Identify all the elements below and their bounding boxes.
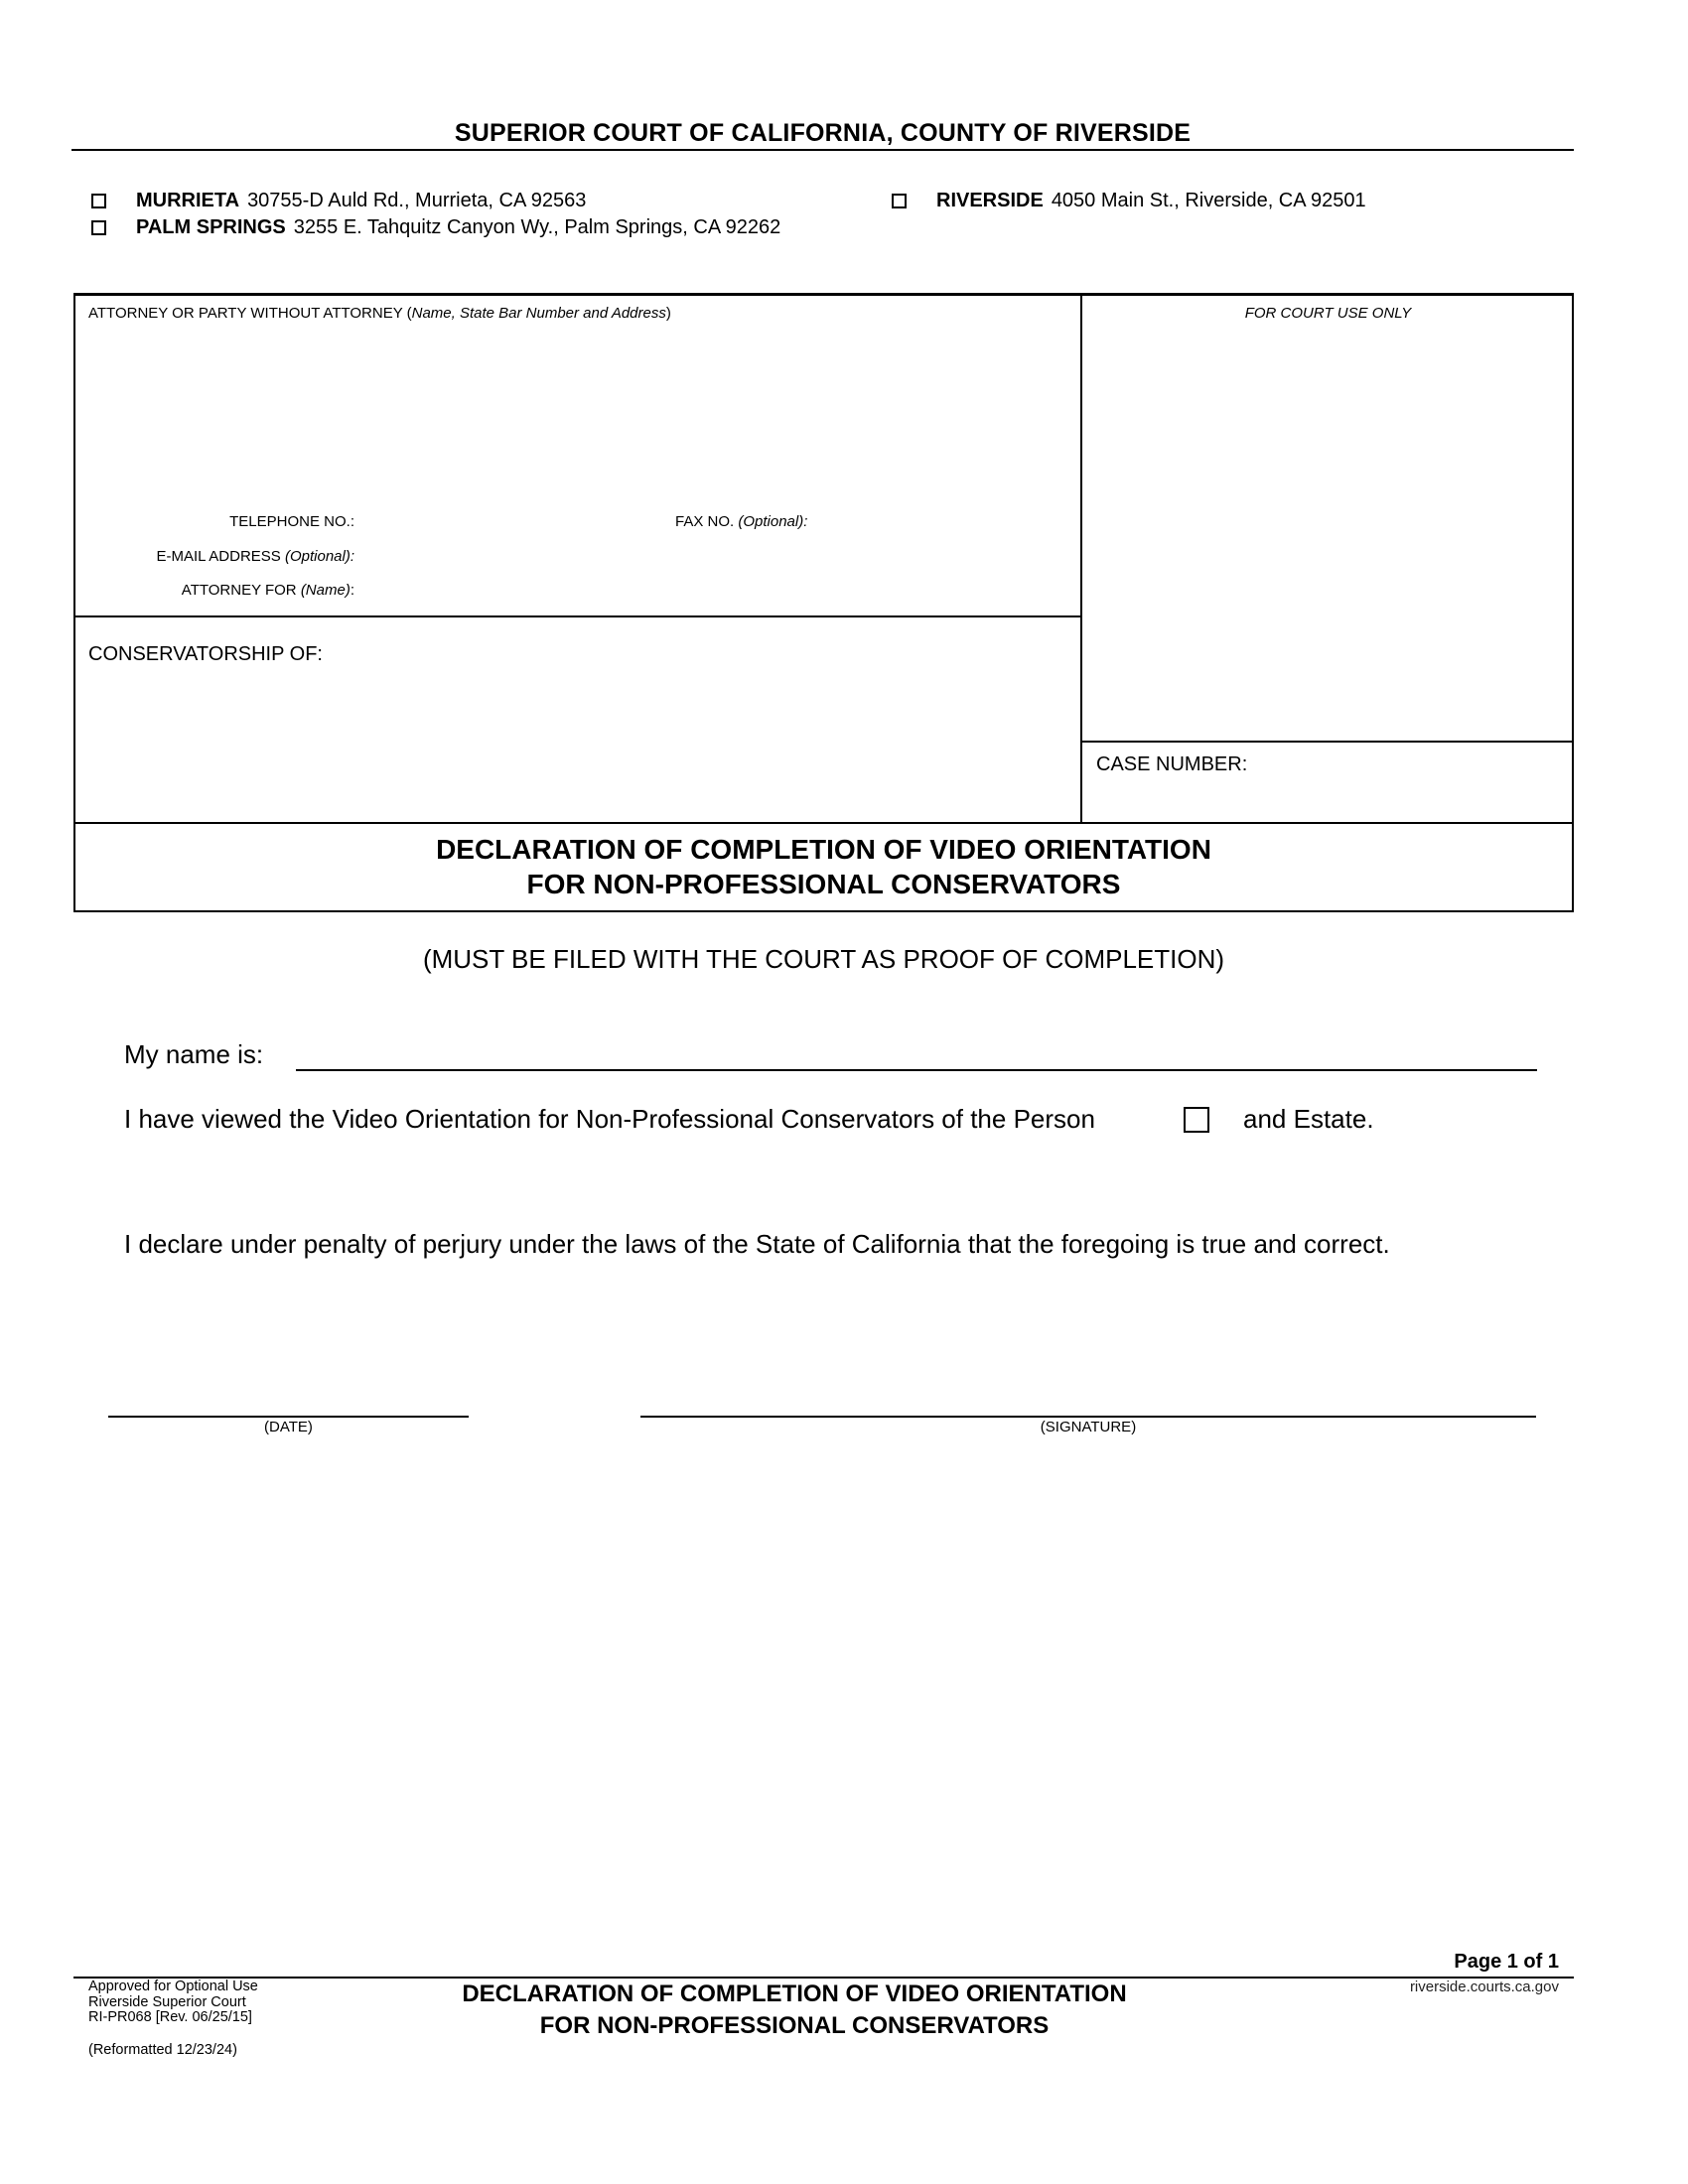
estate-label: and Estate. — [1243, 1104, 1374, 1134]
location-name: MURRIETA — [136, 190, 240, 211]
palm-springs-checkbox[interactable] — [91, 220, 106, 235]
signature-field[interactable] — [640, 1375, 1536, 1415]
case-number-rule — [1080, 741, 1574, 743]
attorney-label: ATTORNEY OR PARTY WITHOUT ATTORNEY (Name, State Bar Number and Address) — [88, 305, 671, 322]
form-title: DECLARATION OF COMPLETION OF VIDEO ORIENTATION FOR NON-PROFESSIONAL CONSERVATORS — [436, 834, 1211, 899]
court-use-label: FOR COURT USE ONLY — [1244, 305, 1412, 322]
signature-line — [640, 1416, 1536, 1418]
location-address: 3255 E. Tahquitz Canyon Wy., Palm Springs, CA 92262 — [293, 216, 781, 238]
location-name: RIVERSIDE — [936, 190, 1044, 211]
conservatorship-label: CONSERVATORSHIP OF: — [88, 643, 323, 665]
date-field[interactable] — [108, 1375, 469, 1415]
case-number-label: CASE NUMBER: — [1096, 753, 1248, 775]
riverside-checkbox[interactable] — [892, 194, 907, 208]
signature-label: (SIGNATURE) — [1040, 1419, 1137, 1435]
email-field[interactable] — [359, 543, 1055, 567]
conservatorship-field[interactable] — [88, 673, 1061, 812]
header-rule — [71, 149, 1574, 151]
title-section-rule — [73, 822, 1574, 824]
fax-field[interactable] — [829, 508, 1067, 532]
footer-website[interactable]: riverside.courts.ca.gov — [1409, 1979, 1559, 1995]
name-line — [296, 1069, 1537, 1071]
footer-approval: Approved for Optional Use Riverside Superior Court RI-PR068 [Rev. 06/25/15] — [88, 1979, 258, 2025]
location-palm-springs[interactable] — [91, 216, 780, 239]
page-number: Page 1 of 1 — [1454, 1951, 1559, 1973]
attorney-section-rule — [73, 615, 1081, 617]
location-address: 4050 Main St., Riverside, CA 92501 — [1051, 190, 1366, 211]
name-field[interactable] — [298, 1032, 1534, 1066]
murrieta-checkbox[interactable] — [91, 194, 106, 208]
location-murrieta[interactable] — [91, 190, 586, 212]
telephone-label: TELEPHONE NO.: — [229, 513, 354, 530]
name-label: My name is: — [124, 1039, 264, 1069]
caption-top-rule — [73, 293, 1574, 296]
footer-reformatted: (Reformatted 12/23/24) — [88, 2042, 237, 2058]
email-label: E-MAIL ADDRESS (Optional): — [156, 548, 354, 565]
court-title: SUPERIOR COURT OF CALIFORNIA, COUNTY OF RIVERSIDE — [454, 119, 1192, 147]
case-number-field[interactable] — [1096, 781, 1563, 811]
date-label: (DATE) — [264, 1419, 313, 1435]
telephone-field[interactable] — [359, 508, 657, 532]
perjury-declaration: I declare under penalty of perjury under the laws of the State of California that the foregoing is true and correct. — [124, 1229, 1390, 1259]
attorney-name-address-field[interactable] — [88, 330, 1061, 498]
filing-note: (MUST BE FILED WITH THE COURT AS PROOF OF COMPLETION) — [422, 944, 1225, 974]
footer-title: DECLARATION OF COMPLETION OF VIDEO ORIENTATION FOR NON-PROFESSIONAL CONSERVATORS — [462, 1980, 1127, 2039]
caption-divider — [1080, 294, 1082, 823]
estate-checkbox[interactable] — [1184, 1107, 1209, 1133]
location-address: 30755-D Auld Rd., Murrieta, CA 92563 — [247, 190, 587, 211]
attorney-for-label: ATTORNEY FOR (Name): — [181, 582, 354, 599]
location-riverside[interactable] — [892, 190, 1366, 212]
date-line — [108, 1416, 469, 1418]
fax-label: FAX NO. (Optional): — [675, 513, 808, 530]
attorney-for-field[interactable] — [359, 577, 1055, 601]
viewed-statement: I have viewed the Video Orientation for Non-Professional Conservators of the Person — [124, 1104, 1095, 1134]
location-name: PALM SPRINGS — [136, 216, 286, 238]
